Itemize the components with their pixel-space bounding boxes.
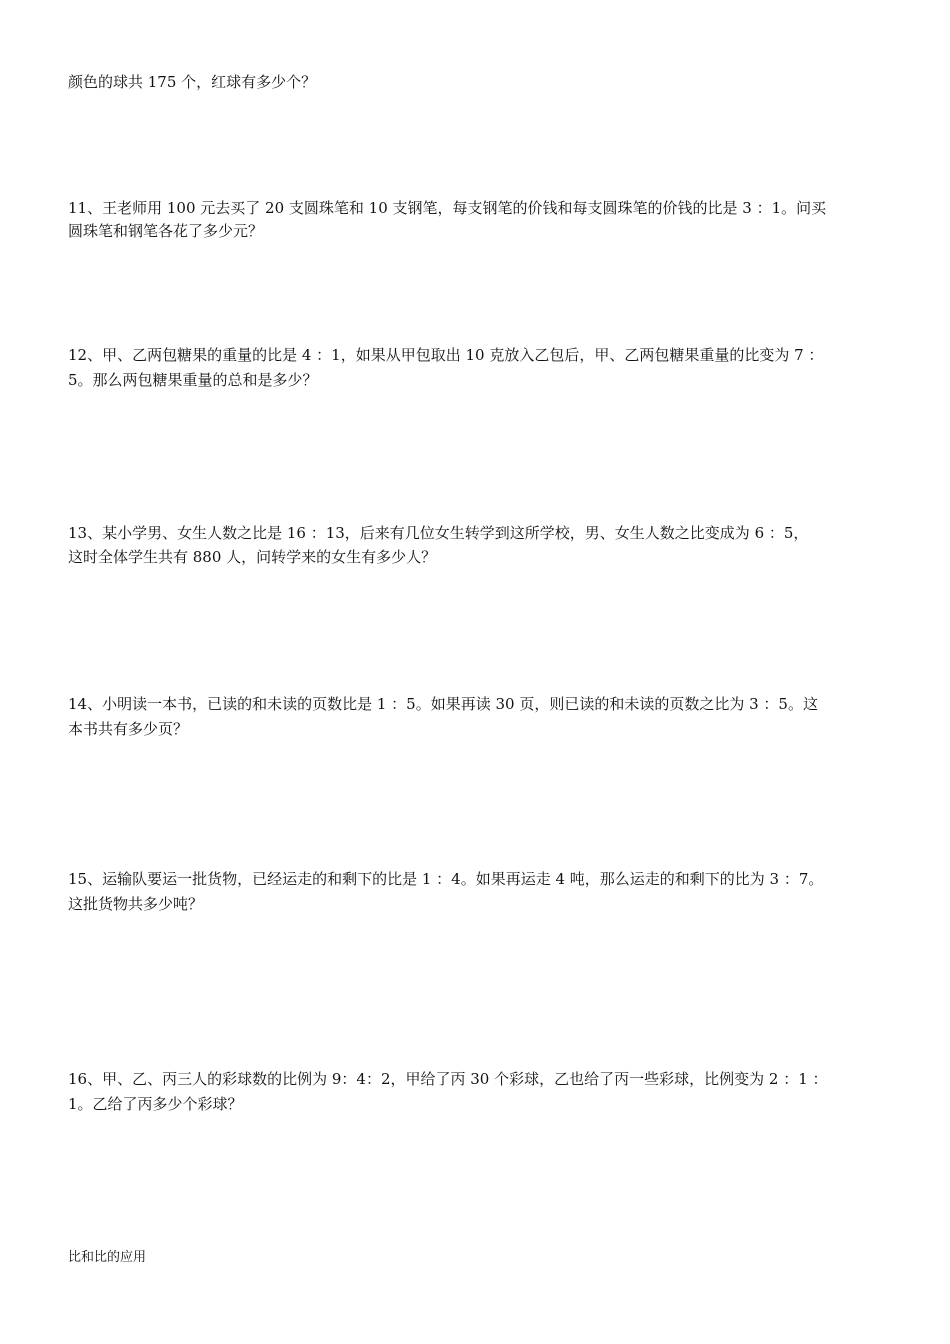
problem-line: 这批货物共多少吨？	[68, 895, 204, 913]
problem-line: 1。乙给了丙多少个彩球？	[68, 1095, 243, 1113]
problem-line: 13、某小学男、女生人数之比是 16 ：13，后来有几位女生转学到这所学校，男、女生人数之比变成为 6 ：5，	[68, 524, 809, 542]
problem-line: 11、王老师用 100 元去买了 20 支圆珠笔和 10 支钢笔，每支钢笔的价钱和每支圆珠笔的价钱的比是 3 ：1。问买	[68, 199, 827, 217]
problem-line: 5。那么两包糖果重量的总和是多少？	[68, 371, 318, 389]
problem-line: 16、甲、乙、丙三人的彩球数的比例为 9：4：2，甲给了丙 30 个彩球，乙也给了丙一些彩球，比例变为 2 ：1 ：	[68, 1070, 828, 1088]
problem-line: 这时全体学生共有 880 人，问转学来的女生有多少人？	[68, 548, 437, 566]
continuation-text: 颜色的球共 175 个，红球有多少个？	[68, 73, 317, 91]
page-footer: 比和比的应用	[68, 1250, 147, 1265]
problem-line: 15、运输队要运一批货物，已经运走的和剩下的比是 1 ：4。如果再运走 4 吨，那么运走的和剩下的比为 3 ：7。	[68, 870, 824, 888]
problem-line: 12、甲、乙两包糖果的重量的比是 4 ：1，如果从甲包取出 10 克放入乙包后，甲、乙两包糖果重量的比变为 7 ：	[68, 346, 824, 364]
problem-line: 本书共有多少页？	[68, 720, 189, 738]
problem-line: 14、小明读一本书，已读的和未读的页数比是 1 ：5。如果再读 30 页，则已读的和未读的页数之比为 3 ：5。这	[68, 695, 818, 713]
problem-line: 圆珠笔和钢笔各花了多少元？	[68, 222, 264, 240]
